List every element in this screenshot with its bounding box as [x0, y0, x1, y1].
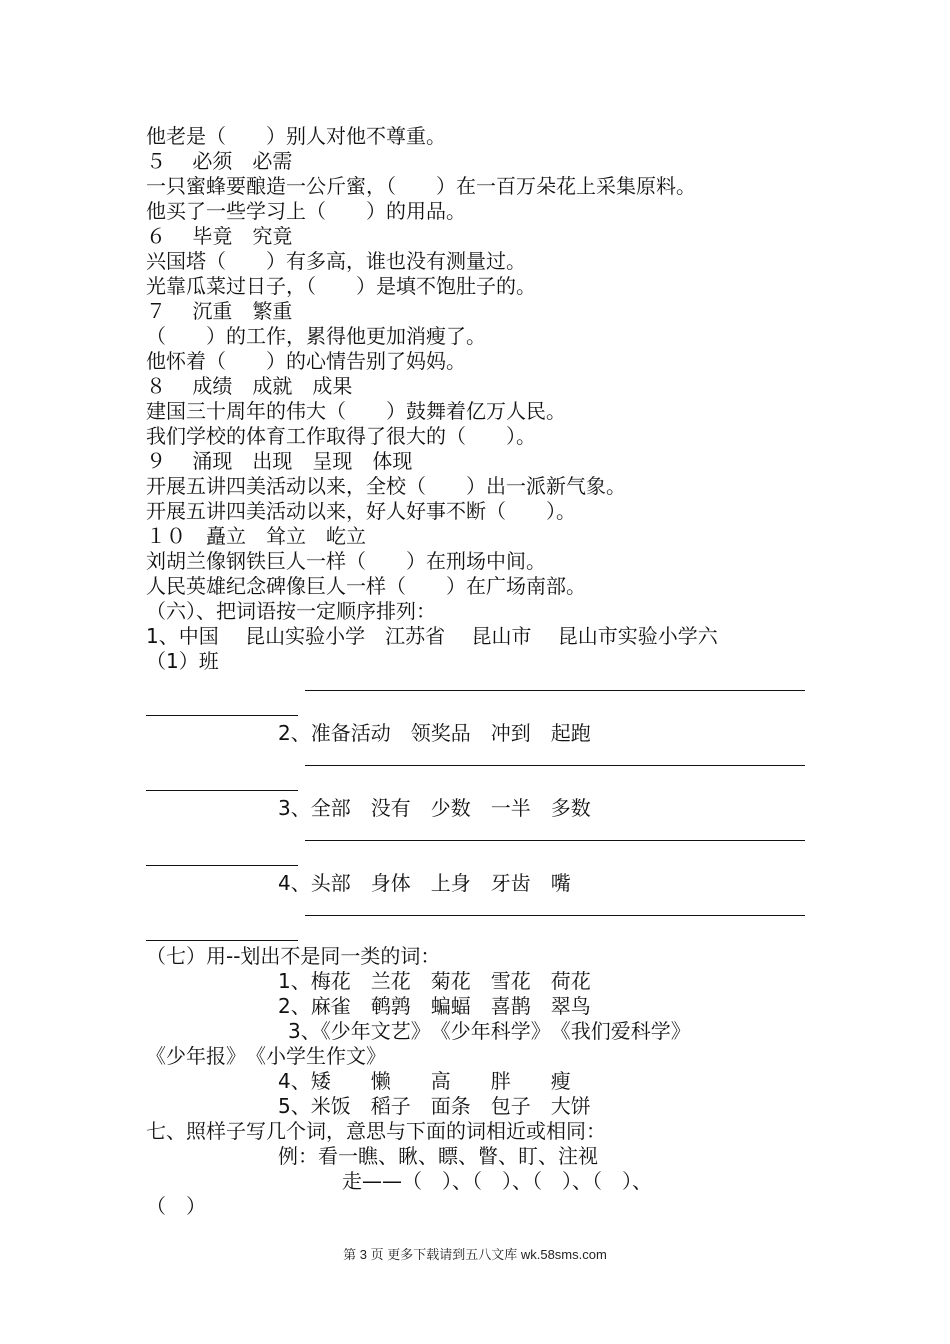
- list-item: 2、麻雀 鹌鹑 蝙蝠 喜鹊 翠鸟: [278, 994, 591, 1018]
- fill-in-line: （ ）: [146, 1194, 206, 1218]
- text-line: （1）班: [146, 649, 219, 673]
- fill-in-line: 走——（ ）、（ ）、（ ）、（ ）、: [342, 1169, 652, 1193]
- text-line: 我们学校的体育工作取得了很大的（ ）。: [146, 424, 536, 448]
- text-line: 刘胡兰像钢铁巨人一样（ ）在刑场中间。: [146, 549, 546, 573]
- text-line: 开展五讲四美活动以来，好人好事不断（ ）。: [146, 499, 576, 523]
- sort-item: 2、准备活动 领奖品 冲到 起跑: [278, 721, 591, 745]
- answer-line: [305, 765, 805, 766]
- list-item: 3、《少年文艺》 《少年科学》 《我们爱科学》: [288, 1019, 691, 1043]
- answer-line: [146, 715, 298, 716]
- text-line: 兴国塔（ ）有多高，谁也没有测量过。: [146, 249, 526, 273]
- list-item: 《少年报》 《小学生作文》: [146, 1044, 386, 1068]
- section-heading: （六）、把词语按一定顺序排列：: [146, 599, 436, 623]
- section-heading: （七）用--划出不是同一类的词：: [146, 944, 441, 968]
- example-line: 例：看一瞧、瞅、瞟、瞥、盯、注视: [278, 1144, 598, 1168]
- text-line: ５ 必须 必需: [146, 149, 293, 173]
- answer-line: [146, 940, 298, 941]
- text-line: 光靠瓜菜过日子，（ ）是填不饱肚子的。: [146, 274, 536, 298]
- text-line: ６ 毕竟 究竟: [146, 224, 293, 248]
- text-line: 人民英雄纪念碑像巨人一样（ ）在广场南部。: [146, 574, 586, 598]
- sort-item: 3、全部 没有 少数 一半 多数: [278, 796, 591, 820]
- answer-line: [305, 840, 805, 841]
- text-line: （ ）的工作，累得他更加消瘦了。: [146, 324, 486, 348]
- list-item: 5、米饭 稻子 面条 包子 大饼: [278, 1094, 591, 1118]
- text-line: ８ 成绩 成就 成果: [146, 374, 353, 398]
- answer-line: [146, 790, 298, 791]
- text-line: ７ 沉重 繁重: [146, 299, 293, 323]
- answer-line: [305, 690, 805, 691]
- answer-line: [146, 865, 298, 866]
- section-heading: 七、照样子写几个词，意思与下面的词相近或相同：: [146, 1119, 606, 1143]
- text-line: 他怀着（ ）的心情告别了妈妈。: [146, 349, 466, 373]
- text-line: 建国三十周年的伟大（ ）鼓舞着亿万人民。: [146, 399, 566, 423]
- page-footer: 第 3 页 更多下载请到五八文库 wk.58sms.com: [343, 1247, 607, 1262]
- text-line: 1、中国 昆山实验小学 江苏省 昆山市 昆山市实验小学六: [146, 624, 718, 648]
- text-line: 他买了一些学习上（ ）的用品。: [146, 199, 466, 223]
- text-line: １０ 矗立 耸立 屹立: [146, 524, 366, 548]
- text-line: 他老是（ ）别人对他不尊重。: [146, 124, 446, 148]
- list-item: 1、梅花 兰花 菊花 雪花 荷花: [278, 969, 591, 993]
- answer-line: [305, 915, 805, 916]
- text-line: 一只蜜蜂要酿造一公斤蜜，（ ）在一百万朵花上采集原料。: [146, 174, 696, 198]
- list-item: 4、矮 懒 高 胖 瘦: [278, 1069, 571, 1093]
- text-line: 开展五讲四美活动以来，全校（ ）出一派新气象。: [146, 474, 626, 498]
- sort-item: 4、头部 身体 上身 牙齿 嘴: [278, 871, 571, 895]
- text-line: ９ 涌现 出现 呈现 体现: [146, 449, 413, 473]
